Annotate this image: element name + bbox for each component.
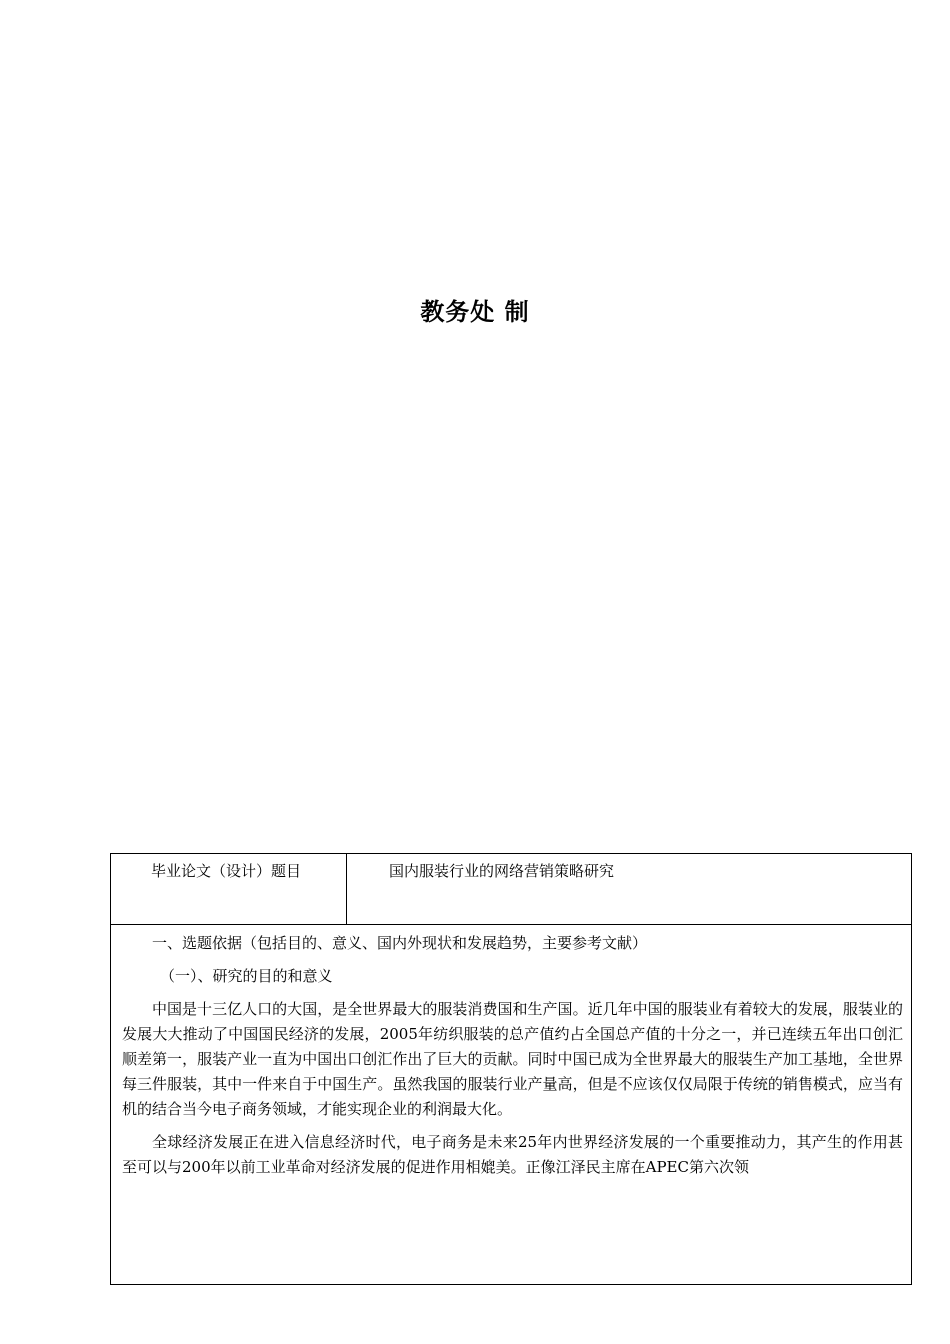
section-heading: 一、选题依据（包括目的、意义、国内外现状和发展趋势，主要参考文献） [152, 934, 648, 952]
subsection-heading: （一）、研究的目的和意义 [160, 967, 333, 985]
paragraph-1: 中国是十三亿人口的大国，是全世界最大的服装消费国和生产国。近几年中国的服装业有着较大的发展，服装业的发展大大推动了中国国民经济的发展，2005年纺织服装的总产值约占全国总产值的十分之一，并已连续五年出口创汇顺差第一，服装产业一直为中国出口创汇作出了巨大的贡献。同时中国已成为全世界最大的服装生产加工基地，全世界每三件服装，其中一件来自于中国生产。虽然我国的服装行业产量高，但是不应该仅仅局限于传统的销售模式，应当有机的结合当今电子商务领域，才能实现企业的利润最大化。 [122, 1000, 903, 1118]
content-row [111, 925, 912, 1285]
proposal-form-table [110, 853, 912, 1285]
paragraph-2: 全球经济发展正在进入信息经济时代，电子商务是未来25年内世界经济发展的一个重要推动力，其产生的作用甚至可以与200年以前工业革命对经济发展的促进作用相媲美。正像江泽民主席在APEC第六次领 [122, 1133, 903, 1176]
thesis-title-label: 毕业论文（设计）题目 [111, 854, 347, 925]
title-row [111, 854, 912, 925]
thesis-title-value: 国内服装行业的网络营销策略研究 [347, 854, 912, 925]
content-cell [111, 925, 912, 1285]
issuer-label: 教务处 制 [420, 298, 530, 326]
